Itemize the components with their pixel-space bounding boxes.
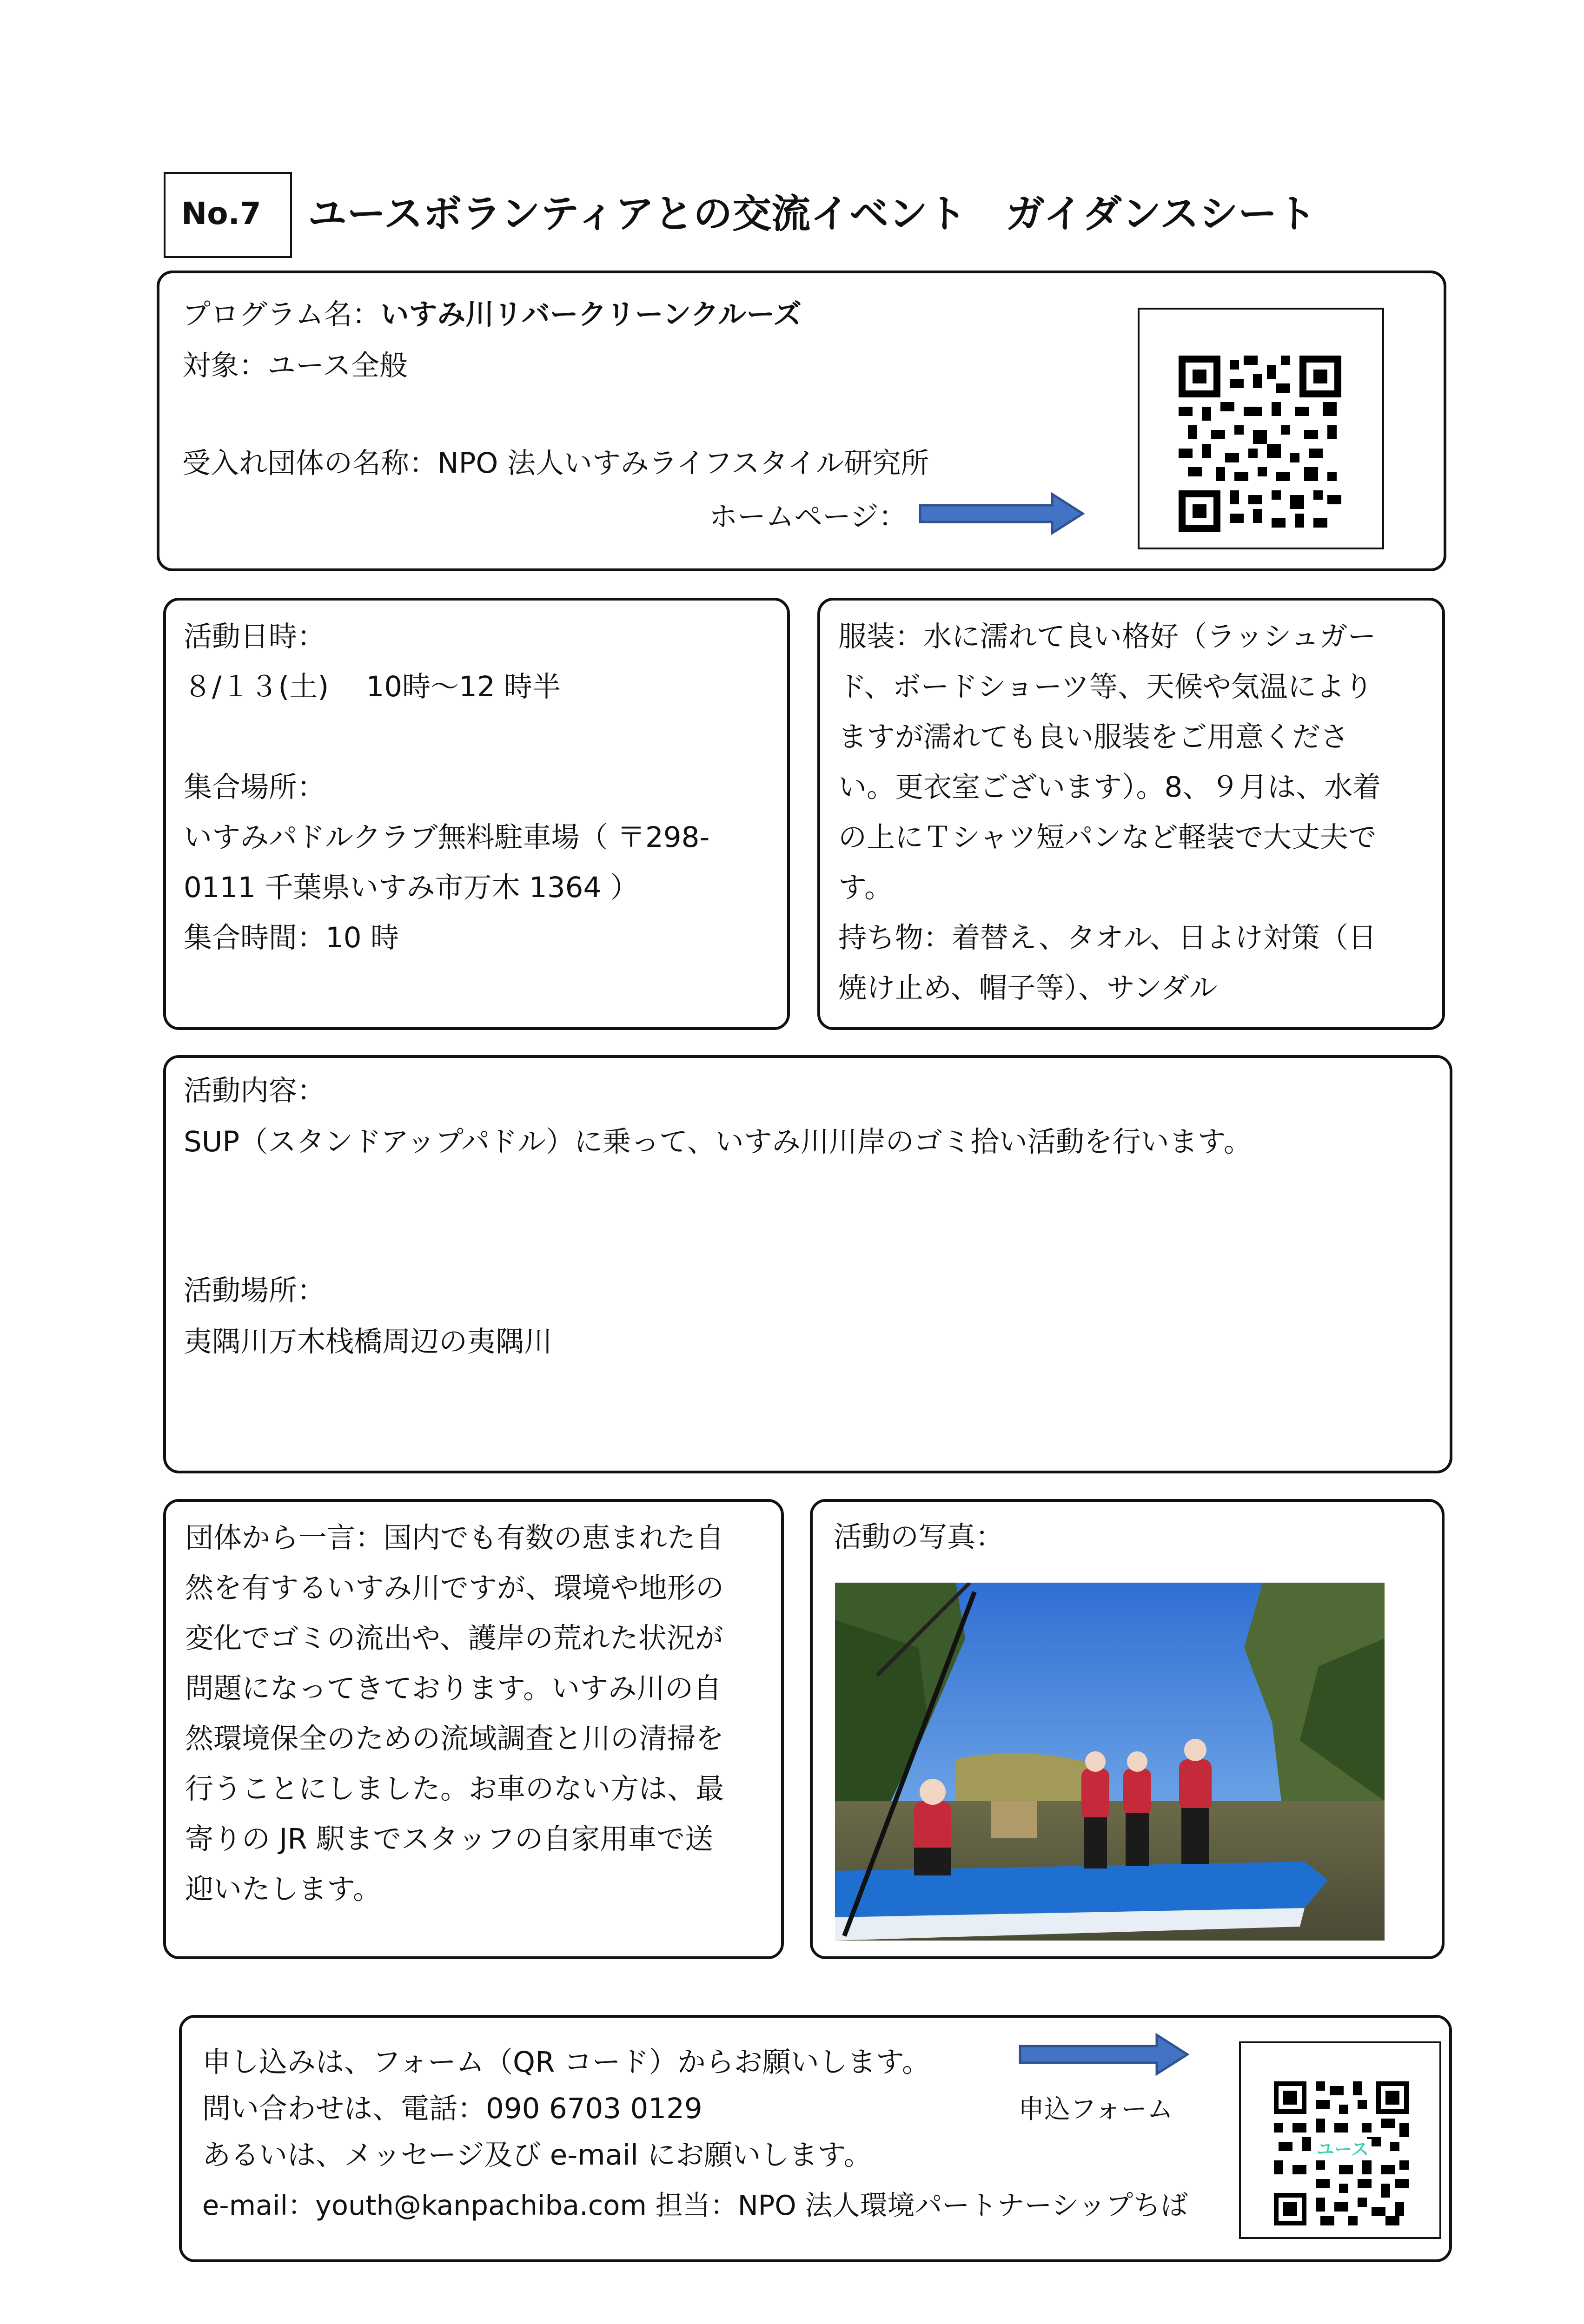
clothing-line: い。更衣室ございます）。8、９月は、水着 bbox=[838, 771, 1381, 804]
apply-instruction: 申し込みは、フォーム（QR コード）からお願いします。 bbox=[202, 2046, 930, 2079]
clothing-line: ド、ボードショーツ等、天候や気温により bbox=[838, 670, 1373, 703]
activity-content-label: 活動内容： bbox=[184, 1074, 326, 1107]
activity-place-label: 活動場所： bbox=[184, 1274, 326, 1307]
sheet-number: No.7 bbox=[181, 196, 261, 231]
photo-label: 活動の写真： bbox=[834, 1520, 1004, 1553]
meeting-place-label: 集合場所： bbox=[184, 771, 326, 804]
activity-content: SUP（スタンドアップパドル）に乗って、いすみ川川岸のゴミ拾い活動を行います。 bbox=[184, 1125, 1252, 1158]
homepage-label: ホームページ： bbox=[709, 500, 907, 533]
program-name bbox=[182, 297, 802, 331]
meeting-place-line-2: 0111 千葉県いすみ市万木 1364 ） bbox=[184, 871, 639, 904]
message-line: 団体から一言：国内でも有数の恵まれた自 bbox=[185, 1521, 724, 1554]
homepage-qr-code[interactable] bbox=[1179, 356, 1341, 532]
schedule-text bbox=[184, 612, 779, 963]
activity-photo bbox=[835, 1583, 1385, 1941]
meeting-time: 集合時間：10 時 bbox=[184, 921, 399, 954]
activity-section bbox=[163, 1055, 1452, 1473]
form-qr-overlay-label: ユース bbox=[1314, 2139, 1372, 2160]
clothing-line: 服装：水に濡れて良い格好（ラッシュガー bbox=[838, 620, 1376, 653]
homepage-arrow-icon bbox=[918, 490, 1086, 537]
message-line: 寄りの JR 駅までスタッフの自家用車で送 bbox=[185, 1822, 714, 1855]
date-label: 活動日時： bbox=[184, 620, 326, 653]
message-line: 然環境保全のための流域調査と川の清掃を bbox=[185, 1722, 724, 1755]
activity-place: 夷隅川万木栈橋周辺の夷隅川 bbox=[184, 1325, 553, 1358]
program-org: 受入れ団体の名称：NPO 法人いすみライフスタイル研究所 bbox=[182, 447, 929, 480]
program-target: 対象：ユース全般 bbox=[182, 349, 408, 382]
belongings-line: 持ち物：着替え、タオル、日よけ対策（日 bbox=[838, 921, 1377, 954]
belongings-line: 焼け止め、帽子等）、サンダル bbox=[838, 971, 1218, 1004]
contact-message: あるいは、メッセージ及び e-mail にお願いします。 bbox=[202, 2139, 872, 2172]
page-title: ユースボランティアとの交流イベント ガイダンスシート bbox=[308, 191, 1316, 237]
contact-email: e-mail：youth@kanpachiba.com 担当：NPO 法人環境パートナーシップちば bbox=[202, 2189, 1188, 2221]
clothing-text bbox=[838, 612, 1438, 1013]
message-text bbox=[185, 1513, 775, 1915]
form-label: 申込フォーム bbox=[1018, 2094, 1173, 2125]
message-line: 迎いたします。 bbox=[185, 1873, 382, 1906]
message-line: 問題になってきております。いすみ川の自 bbox=[185, 1672, 722, 1705]
date-value: ８/１３(土) 10時〜12 時半 bbox=[184, 670, 561, 703]
clothing-line: す。 bbox=[838, 871, 893, 904]
contact-phone: 問い合わせは、電話：090 6703 0129 bbox=[202, 2092, 703, 2125]
clothing-line: ますが濡れても良い服装をご用意くださ bbox=[838, 720, 1349, 753]
message-line: 変化でゴミの流出や、護岸の荒れた状況が bbox=[185, 1622, 723, 1655]
meeting-place-line-1: いすみパドルクラブ無料駐車場（ 〒298- bbox=[184, 821, 710, 854]
spacer bbox=[184, 712, 779, 762]
message-line: 然を有するいすみ川ですが、環境や地形の bbox=[185, 1571, 724, 1604]
program-name-label: プログラム名： bbox=[182, 298, 381, 331]
message-line: 行うことにしました。お車のない方は、最 bbox=[185, 1772, 724, 1805]
program-name-value: いすみ川リバークリーンクルーズ bbox=[380, 298, 802, 331]
clothing-line: の上にＴシャツ短パンなど軽装で大丈夫で bbox=[838, 821, 1377, 854]
form-arrow-icon bbox=[1018, 2031, 1190, 2078]
